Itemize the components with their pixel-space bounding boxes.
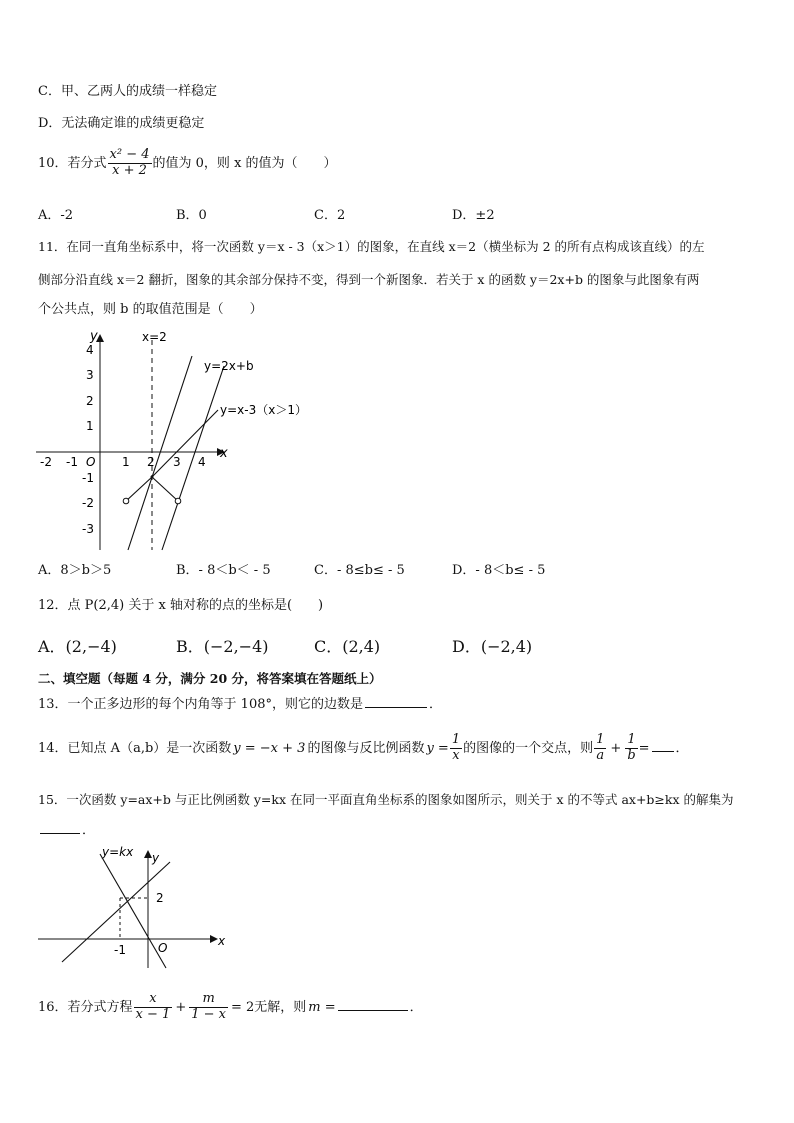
q15-line-kx [100,854,166,968]
q11-option-a: A．8＞b＞5 [38,563,112,578]
q11-option-c: C．- 8≤b≤ - 5 [314,563,405,578]
q10-option-a: A．-2 [38,208,74,223]
q11-xtick: 4 [198,455,206,469]
q11-ytick: 4 [86,343,94,357]
q11-ytick: 2 [86,394,94,408]
q15-label-o: O [158,941,168,955]
q16-f1-num: x [134,992,173,1008]
q12-option-b: B．(−2,−4) [176,637,269,656]
q15-x-arrow-icon [210,935,218,943]
q14-part1: 14．已知点 A（a,b）是一次函数 [38,740,232,756]
q10-fraction [108,148,152,179]
q11-xtick: 1 [122,455,130,469]
q16-suffix: 无解，则 [254,999,307,1015]
q11-line-2xb-upper [128,356,192,550]
q14-b-num: 1 [625,733,637,749]
q14-a-den: a [596,747,605,763]
q16-prefix: 16．若分式方程 [38,999,133,1015]
q10-option-c: C．2 [314,208,346,223]
q11-y-label: y [90,329,98,344]
q13-stem [38,697,442,713]
q11-label-x2: x=2 [142,330,167,344]
q14-fraction-1a [594,733,606,764]
q14-eq: = [638,740,650,756]
q16-end: ． [409,999,423,1015]
q15-graph [30,840,240,970]
q16-fraction-1 [134,992,173,1023]
q15-line2 [38,823,95,839]
q11-point-vertex [151,476,154,479]
q11-line-x3-right [152,410,218,477]
q14-func1: y = −x + 3 [233,740,306,756]
q11-ytick: 1 [86,419,94,433]
q14-fraction-1b [625,733,637,764]
q11-option-b: B．- 8＜b＜ - 5 [176,563,271,578]
q14-part2: 的图像与反比例函数 [307,740,425,756]
q15-end: ． [82,823,96,838]
q11-option-d: D．- 8＜b≤ - 5 [452,563,546,578]
q10-fraction-den: x + 2 [112,162,147,178]
q11-open-point-left [123,498,129,504]
q11-ytick: -1 [82,471,94,485]
q15-label-x: x [218,934,226,948]
q13-text: 13．一个正多边形的每个内角等于 108°，则它的边数是 [38,697,363,712]
q14-f1-den: x [452,747,460,763]
q12-option-a: A．(2,−4) [38,637,117,656]
q10-suffix: 的值为 0，则 x 的值为（ ） [152,155,337,171]
q11-line-x3-segment [152,477,178,501]
q16-plus: + [175,999,187,1015]
q11-ytick: -3 [82,522,94,536]
q10-option-d: D．±2 [452,208,495,223]
q15-line1: 15．一次函数 y=ax+b 与正比例函数 y=kx 在同一平面直角坐标系的图象如图所示，则关于 x 的不等式 ax+b≥kx 的解集为 [38,792,734,807]
q11-x-label: x [220,446,228,461]
q11-xtick: -1 [66,455,78,469]
q12-option-d: D．(−2,4) [452,637,533,656]
q14-stem [38,733,689,764]
q11-open-point-right [175,498,181,504]
q13-end: ． [429,697,443,712]
q11-ytick: -2 [82,496,94,510]
q11-line2: 侧部分沿直线 x＝2 翻折，图象的其余部分保持不变，得到一个新图象．若关于 x 的函数 y＝2x+b 的图象与此图象有两 [38,272,700,287]
q14-a-num: 1 [596,732,605,747]
q14-plus: + [610,740,622,756]
q14-part3: 的图像的一个交点，则 [463,740,594,756]
q14-func2-lhs: y = [426,740,449,756]
q16-f2-num: m [189,992,228,1008]
q15-label-m1: -1 [114,943,126,957]
q10-option-b: B．0 [176,208,207,223]
q14-b-den: b [627,747,636,763]
q12-option-c: C．(2,4) [314,637,381,656]
q10-fraction-num: x² − 4 [109,147,150,162]
q11-line3: 个公共点，则 b 的取值范围是（ ） [38,302,263,317]
q14-f1-num: 1 [451,732,461,747]
q10-prefix: 10．若分式 [38,155,107,171]
q11-label-line1: y=2x+b [204,359,254,373]
q15-label-kx: y=kx [102,845,134,859]
q11-graph [30,326,320,552]
q11-label-line2: y=x-3（x＞1） [220,403,307,417]
q12-stem: 12．点 P(2,4) 关于 x 轴对称的点的坐标是( ) [38,598,324,613]
q16-eq: = 2 [230,999,255,1015]
q11-line1: 11．在同一直角坐标系中，将一次函数 y＝x - 3（x＞1）的图象，在直线 x＝2（横坐标为 2 的所有点构成该直线）的左 [38,239,705,254]
q16-answer-blank[interactable] [338,1009,408,1011]
q13-answer-blank[interactable] [365,706,427,708]
q15-label-2: 2 [156,891,164,905]
q15-answer-blank[interactable] [40,832,80,834]
section2-title: 二、填空题（每题 4 分，满分 20 分，将答案填在答题纸上） [38,671,382,686]
q10-stem [38,148,337,179]
q11-origin-label: O [86,455,96,469]
q16-fraction-2 [189,992,228,1023]
q16-f2-den: 1 − x [191,1006,226,1022]
q9-option-c: C．甲、乙两人的成绩一样稳定 [38,84,217,99]
q14-fraction-1x [450,733,462,764]
q14-end: ． [675,740,689,756]
q11-ytick: 3 [86,368,94,382]
q16-stem [38,992,423,1023]
q9-option-d: D．无法确定谁的成绩更稳定 [38,116,205,131]
q16-m-eq: m = [308,999,336,1015]
q15-y-arrow-icon [144,850,152,858]
q16-f1-den: x − 1 [135,1006,171,1022]
q15-label-y: y [152,851,160,865]
q11-xtick: -2 [40,455,52,469]
q14-answer-blank[interactable] [652,750,674,752]
q11-xtick: 2 [147,455,155,469]
q11-xtick: 3 [173,455,181,469]
